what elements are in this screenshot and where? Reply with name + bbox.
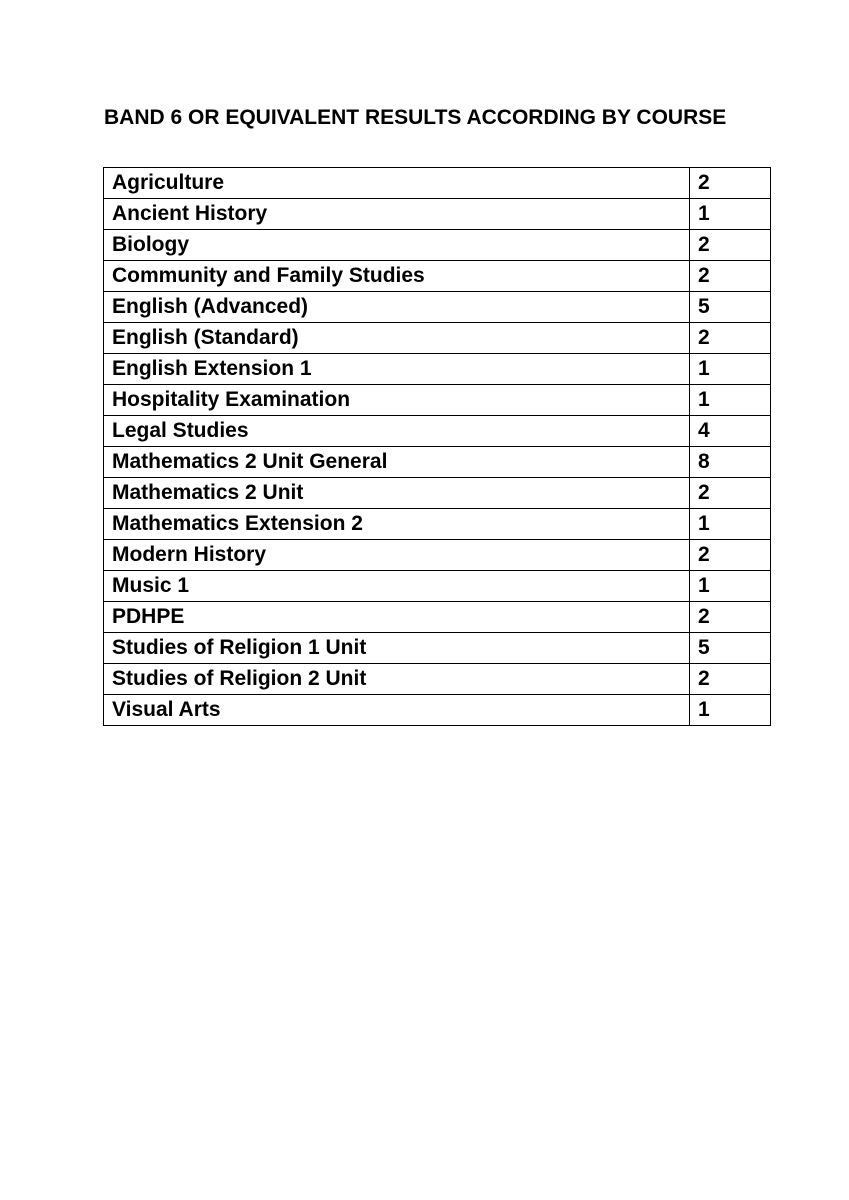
page-title: BAND 6 OR EQUIVALENT RESULTS ACCORDING BY COURSE: [104, 106, 727, 129]
result-count-cell: 5: [690, 633, 771, 664]
course-name-cell: Mathematics 2 Unit General: [104, 447, 690, 478]
course-name-cell: Agriculture: [104, 168, 690, 199]
table-row: [104, 385, 771, 416]
course-name-cell: Ancient History: [104, 199, 690, 230]
result-count-cell: 2: [690, 230, 771, 261]
result-count-cell: 5: [690, 292, 771, 323]
table-row: [104, 168, 771, 199]
result-count-cell: 2: [690, 664, 771, 695]
table-row: [104, 261, 771, 292]
table-row: [104, 323, 771, 354]
result-count-cell: 2: [690, 261, 771, 292]
course-name-cell: Legal Studies: [104, 416, 690, 447]
table-row: [104, 695, 771, 726]
result-count-cell: 1: [690, 571, 771, 602]
result-count-cell: 2: [690, 540, 771, 571]
table-row: [104, 540, 771, 571]
course-name-cell: English (Standard): [104, 323, 690, 354]
course-name-cell: Music 1: [104, 571, 690, 602]
table-row: [104, 354, 771, 385]
result-count-cell: 1: [690, 509, 771, 540]
table-row: [104, 447, 771, 478]
table-row: [104, 571, 771, 602]
table-row: [104, 664, 771, 695]
result-count-cell: 2: [690, 323, 771, 354]
course-name-cell: Biology: [104, 230, 690, 261]
course-name-cell: Studies of Religion 1 Unit: [104, 633, 690, 664]
course-name-cell: Hospitality Examination: [104, 385, 690, 416]
result-count-cell: 8: [690, 447, 771, 478]
result-count-cell: 1: [690, 199, 771, 230]
result-count-cell: 1: [690, 354, 771, 385]
result-count-cell: 4: [690, 416, 771, 447]
course-name-cell: Mathematics Extension 2: [104, 509, 690, 540]
result-count-cell: 2: [690, 478, 771, 509]
result-count-cell: 2: [690, 602, 771, 633]
table-row: [104, 478, 771, 509]
results-table: [103, 167, 771, 726]
table-row: [104, 199, 771, 230]
course-name-cell: Mathematics 2 Unit: [104, 478, 690, 509]
result-count-cell: 1: [690, 695, 771, 726]
course-name-cell: Community and Family Studies: [104, 261, 690, 292]
table-row: [104, 230, 771, 261]
result-count-cell: 2: [690, 168, 771, 199]
table-row: [104, 633, 771, 664]
course-name-cell: English (Advanced): [104, 292, 690, 323]
table-row: [104, 602, 771, 633]
result-count-cell: 1: [690, 385, 771, 416]
results-table-body: [104, 168, 771, 726]
course-name-cell: English Extension 1: [104, 354, 690, 385]
table-row: [104, 509, 771, 540]
course-name-cell: Visual Arts: [104, 695, 690, 726]
course-name-cell: Modern History: [104, 540, 690, 571]
course-name-cell: Studies of Religion 2 Unit: [104, 664, 690, 695]
table-row: [104, 292, 771, 323]
course-name-cell: PDHPE: [104, 602, 690, 633]
table-row: [104, 416, 771, 447]
